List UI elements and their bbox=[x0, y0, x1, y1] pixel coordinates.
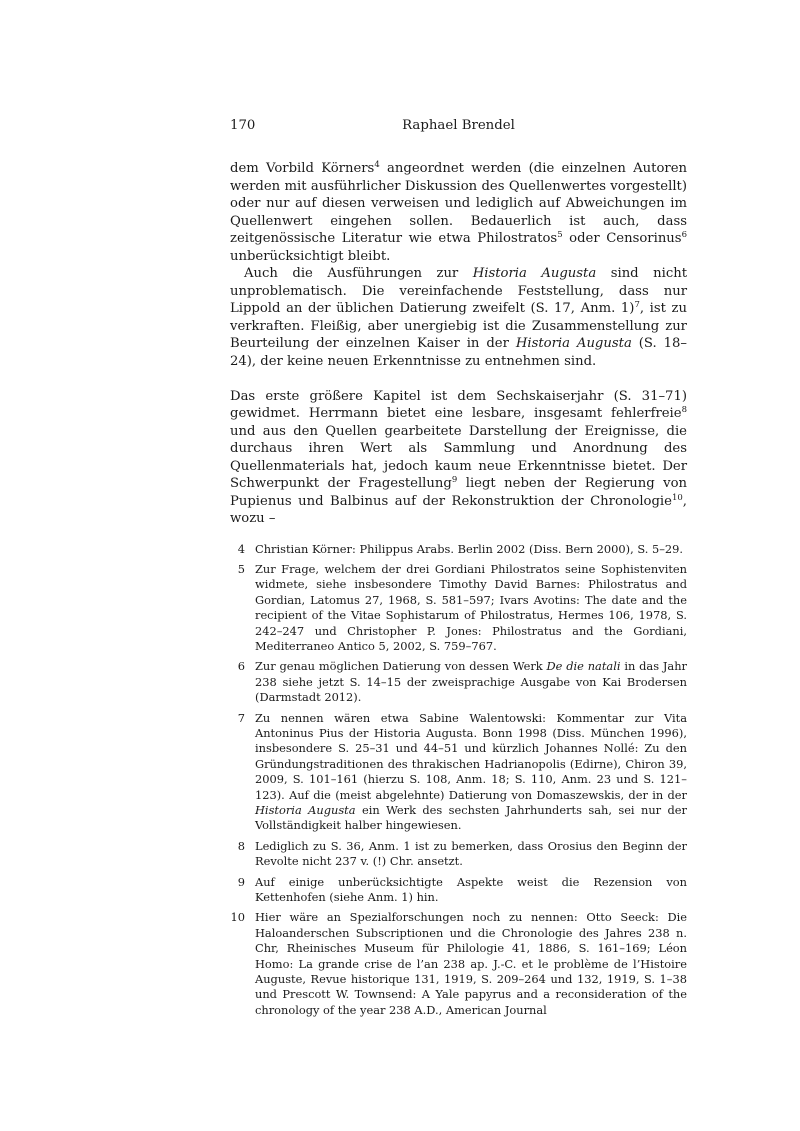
footnote-5 bbox=[230, 562, 687, 654]
footnote-text: Hier wäre an Spezialforschungen noch zu nennen: Otto Seeck: Die Haloanderschen Subscriptionen und die Chronologie des Jahres 238 n. Chr, Rheinisches Museum für Philologie 41, 1886, S. 161–169; Léon Homo: La grande crise de l’an 238 ap. J.-C. et le problème de l’Histoire Auguste, Revue historique 131, 1919, S. 209–264 und 132, 1919, S. 1–38 und Prescott W. Townsend: A Yale papyrus and a reconsideration of the chronology of the year 238 A.D., American Journal bbox=[255, 910, 687, 1017]
text-run: angeordnet werden (die einzelnen Autoren werden mit ausführlicher Diskussion des Quellenwertes vorgestellt) oder nur auf diesen verweisen und lediglich auf Abweichungen im Quellenwert eingehen sollen. Bedauerlich ist auch, dass zeitgenössische Literatur wie etwa Philostratos bbox=[230, 161, 687, 246]
footnote-ref-4[interactable]: 4 bbox=[374, 160, 380, 170]
footnote-9 bbox=[230, 875, 687, 906]
footnote-number: 10 bbox=[230, 910, 245, 925]
page bbox=[230, 118, 687, 1023]
text-run: unberücksichtigt bleibt. bbox=[230, 248, 391, 264]
footnote-number: 6 bbox=[237, 659, 245, 674]
text-run: dem Vorbild Körners bbox=[230, 161, 375, 176]
body-text bbox=[230, 160, 687, 528]
footnote-8 bbox=[230, 839, 687, 870]
footnote-number: 9 bbox=[237, 874, 245, 889]
text-run: ein Werk des sechsten Jahrhunderts sah, sei nur der Vollständigkeit halber hingewiesen. bbox=[255, 803, 687, 833]
italic-title: Historia Augusta bbox=[472, 266, 597, 281]
footnote-text: Christian Körner: Philippus Arabs. Berlin 2002 (Diss. Bern 2000), S. 5–29. bbox=[255, 541, 684, 556]
text-run: Zu nennen wären etwa Sabine Walentowski: Kommentar zur Vita Antoninus Pius der Historia Augusta. Bonn 1998 (Diss. München 1996), insbesondere S. 25–31 und 44–51 und kürzlich Johannes Nollé: Zu den Gründungstraditionen des thrakischen Hadrianopolis (Edirne), Chiron 39, 2009, S. 101–161 (hierzu S. 108, Anm. 18; S. 110, Anm. 23 und S. 121–123). Auf die (meist abgelehnte) Datierung von Domaszewskis, der in der bbox=[255, 710, 687, 802]
footnote-text: Auf einige unberücksichtigte Aspekte weist die Rezension von Kettenhofen (siehe Anm. 1) hin. bbox=[255, 874, 687, 905]
page-number: 170 bbox=[230, 118, 256, 133]
text-run: Auch die Ausführungen zur bbox=[244, 266, 473, 281]
running-head: Raphael Brendel bbox=[402, 118, 515, 133]
footnote-number: 8 bbox=[237, 838, 245, 853]
text-run: , wozu – bbox=[230, 493, 687, 526]
text-run: liegt neben der Regierung von Pupienus und Balbinus auf der Rekonstruktion der Chronologie bbox=[230, 476, 687, 509]
footnote-6 bbox=[230, 659, 687, 705]
text-run: (S. 18–24), der keine neuen Erkenntnisse zu entnehmen sind. bbox=[230, 336, 687, 369]
page-header bbox=[230, 118, 687, 138]
text-run: Das erste größere Kapitel ist dem Sechskaiserjahr (S. 31–71) gewidmet. Herrmann bietet eine lesbare, insgesamt fehlerfreie bbox=[230, 388, 687, 421]
text-run: und aus den Quellen gearbeitete Darstellung der Ereignisse, die durchaus ihren Wert als Sammlung und Anordnung des Quellenmaterials hat, jedoch kaum neue Erkenntnisse bietet. Der Schwerpunkt der Fragestellung bbox=[230, 423, 687, 491]
italic-title: Historia Augusta bbox=[515, 336, 632, 351]
footnote-10 bbox=[230, 910, 687, 1018]
paragraph-2 bbox=[230, 265, 687, 370]
footnote-ref-9[interactable]: 9 bbox=[451, 475, 458, 485]
footnote-ref-7[interactable]: 7 bbox=[634, 300, 640, 310]
footnote-7 bbox=[230, 711, 687, 834]
footnote-text bbox=[255, 711, 687, 834]
footnote-text: Lediglich zu S. 36, Anm. 1 ist zu bemerken, dass Orosius den Beginn der Revolte nicht 237 v. (!) Chr. ansetzt. bbox=[255, 838, 687, 869]
text-run: oder Censorinus bbox=[562, 231, 682, 246]
footnote-number: 7 bbox=[237, 710, 245, 725]
paragraph-1 bbox=[230, 160, 687, 265]
text-run: sind nicht unproblematisch. Die vereinfachende Feststellung, dass nur Lippold an der üblichen Datierung zweifelt (S. 17, Anm. 1) bbox=[230, 266, 687, 316]
italic-title: Historia Augusta bbox=[255, 803, 356, 817]
footnote-number: 4 bbox=[237, 541, 245, 556]
footnote-4 bbox=[230, 542, 687, 557]
footnotes bbox=[230, 542, 687, 1019]
italic-title: De die natali bbox=[546, 659, 621, 674]
footnote-ref-8[interactable]: 8 bbox=[681, 405, 687, 415]
footnote-text: Zur Frage, welchem der drei Gordiani Philostratos seine Sophistenviten widmete, siehe insbesondere Timothy David Barnes: Philostratus and Gordian, Latomus 27, 1968, S. 581–597; Ivars Avotins: The date and the recipient of the Vitae Sophistarum of Philostratus, Hermes 106, 1978, S. 242–247 und Christopher P. Jones: Philostratus and the Gordiani, Mediterraneo Antico 5, 2002, S. 759–767. bbox=[255, 561, 687, 653]
footnote-ref-5[interactable]: 5 bbox=[557, 230, 563, 240]
text-run: , ist zu verkraften. Fleißig, aber unergiebig ist die Zusammenstellung zur Beurteilung der einzelnen Kaiser in der bbox=[230, 301, 687, 351]
footnote-ref-10[interactable]: 10 bbox=[671, 492, 683, 503]
footnote-ref-6[interactable]: 6 bbox=[681, 230, 687, 240]
text-run: in das Jahr 238 siehe jetzt S. 14–15 der zweisprachige Ausgabe von Kai Brodersen (Darmstadt 2012). bbox=[255, 659, 687, 705]
paragraph-3 bbox=[230, 388, 687, 528]
text-run: Zur genau möglichen Datierung von dessen Werk bbox=[255, 659, 547, 674]
footnote-text bbox=[255, 659, 687, 705]
footnote-number: 5 bbox=[237, 561, 245, 576]
